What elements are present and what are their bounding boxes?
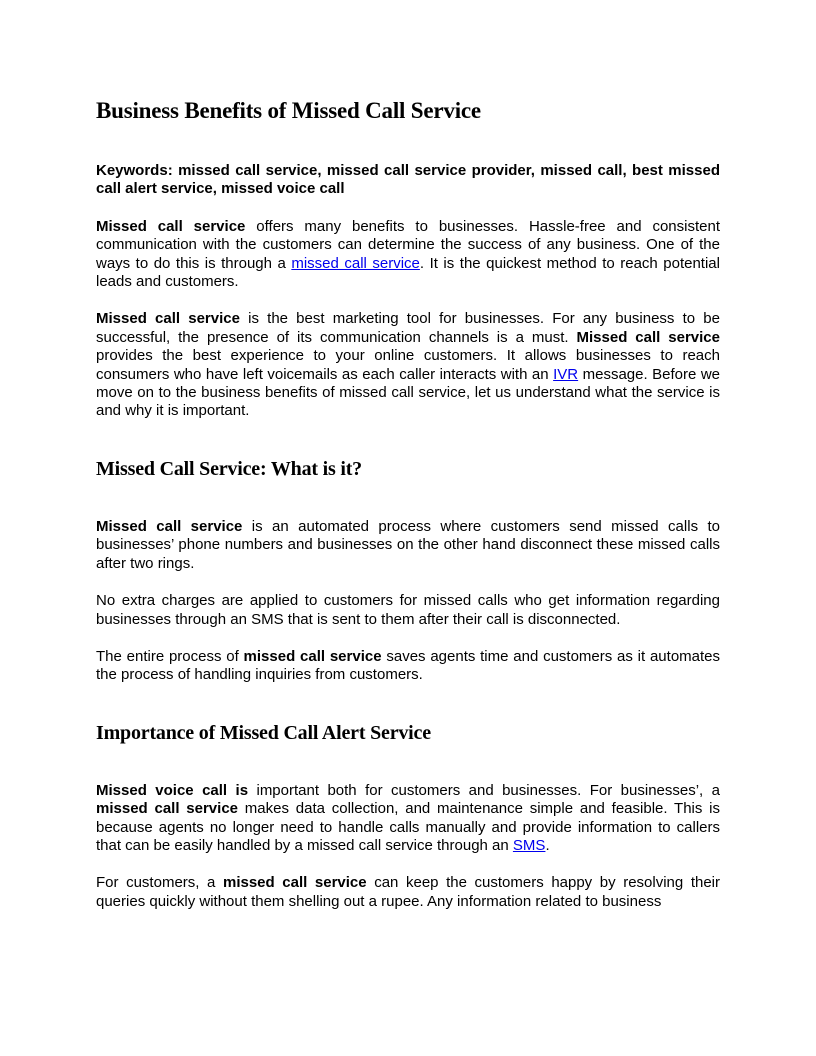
paragraph-text: provides the best experience to your online customers. It allows businesses to reach consumers who have left voicemails as each caller interacts with an (96, 347, 720, 383)
section2-paragraph-2 (96, 874, 720, 911)
sms-link[interactable]: SMS (512, 836, 546, 854)
section1-paragraph-3 (96, 648, 720, 685)
keywords-paragraph (96, 162, 720, 199)
paragraph-text: saves agents time and customers as it automates the process of handling inquiries from customers. (96, 647, 721, 684)
section1-paragraph-2: No extra charges are applied to customers for missed calls who get information regarding businesses through an SMS that is sent to them after their call is disconnected. (96, 592, 720, 628)
bold-term: missed call service (222, 874, 367, 892)
paragraph-text: The entire process of (96, 647, 244, 665)
section-heading-what-is-it: Missed Call Service: What is it? (96, 457, 362, 480)
bold-term: Missed voice call is (96, 781, 249, 799)
missed-call-service-link[interactable]: missed call service (291, 254, 420, 272)
paragraph-text: makes data collection, and maintenance simple and feasible. This is because agents no longer need to handle calls manually and provide information to callers that can be easily handled by a missed call service through an (96, 800, 721, 854)
document-body (96, 93, 720, 911)
bold-term: Missed call service (576, 328, 720, 346)
section-heading-importance: Importance of Missed Call Alert Service (96, 721, 431, 744)
bold-term: Missed call service (96, 310, 240, 328)
paragraph-text: offers many benefits to businesses. Hassle-free and consistent communication with the customers can determine the success of any business. One of the ways to do this is through a (96, 217, 720, 272)
paragraph-text: For customers, a (96, 874, 223, 892)
paragraph-text: important both for customers and businesses. For businesses’, a (248, 781, 720, 799)
section2-paragraph-1 (96, 782, 720, 856)
paragraph-text: . (545, 836, 550, 854)
keywords-text: Keywords: missed call service, missed call service provider, missed call, best missed call alert service, missed voice call (96, 162, 720, 198)
intro-paragraph-1 (96, 218, 720, 292)
paragraph-text: . It is the quickest method to reach potential leads and customers. (96, 254, 720, 291)
intro-paragraph-2 (96, 310, 720, 420)
paragraph-text: message. Before we move on to the business benefits of missed call service, let us understand what the service is and why it is important. (96, 365, 720, 420)
document-title: Business Benefits of Missed Call Service (96, 98, 481, 123)
paragraph-text: is the best marketing tool for businesses. For any business to be successful, the presence of its communication channels is a must. (96, 310, 720, 346)
bold-term: missed call service (96, 800, 239, 818)
bold-term: missed call service (243, 647, 382, 665)
bold-term: Missed call service (96, 217, 246, 235)
paragraph-text: can keep the customers happy by resolving their queries quickly without them shelling out a rupee. Any information related to business (96, 874, 721, 910)
ivr-link[interactable]: IVR (553, 365, 579, 383)
bold-term: Missed call service (96, 517, 243, 535)
section1-paragraph-1 (96, 518, 720, 573)
paragraph-text: is an automated process where customers send missed calls to businesses’ phone numbers and businesses on the other hand disconnect these missed calls after two rings. (96, 517, 720, 572)
